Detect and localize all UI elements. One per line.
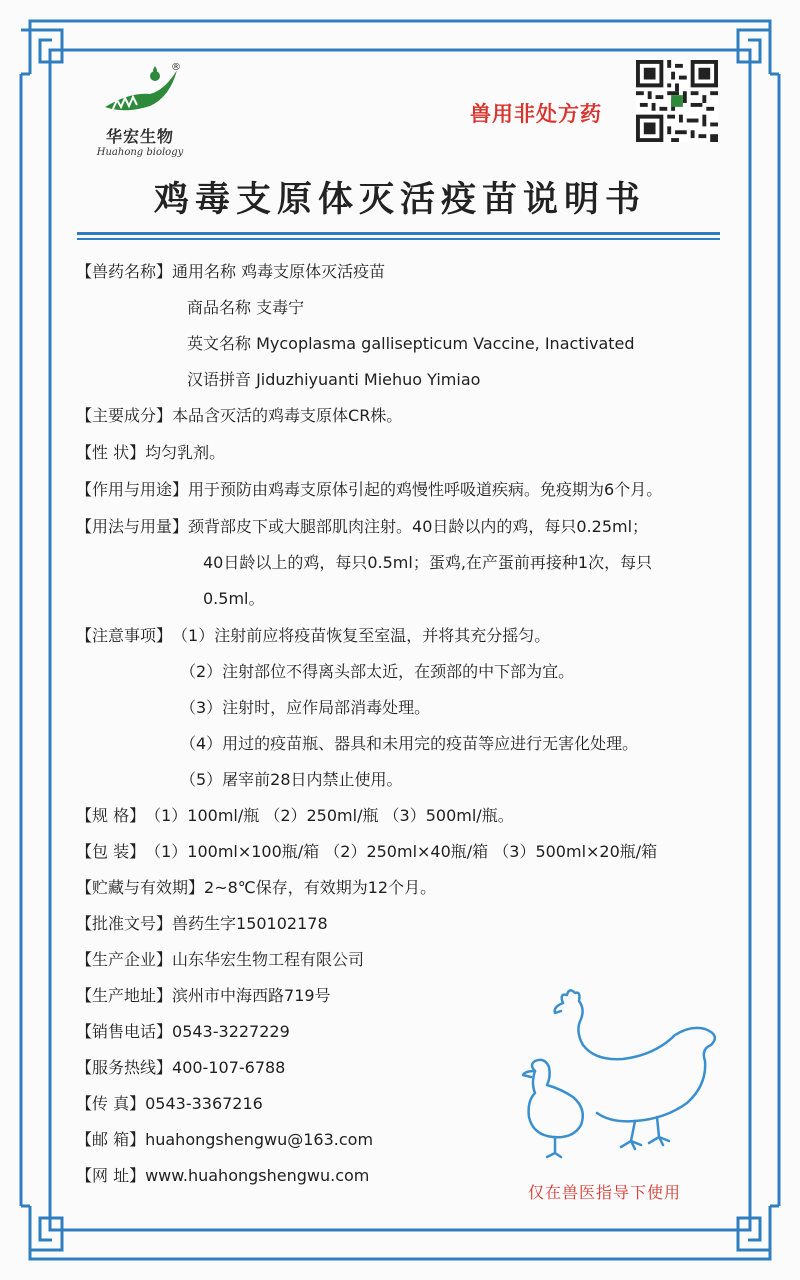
web-label: 【网 址】 bbox=[76, 1166, 146, 1185]
document-title: 鸡毒支原体灭活疫苗说明书 bbox=[153, 180, 646, 220]
fax-value: 0543-3367216 bbox=[145, 1094, 263, 1113]
appearance-label: 【性 状】 bbox=[76, 443, 146, 462]
pinyin-name: 汉语拼音 Jiduzhiyuanti Miehuo Yimiao bbox=[187, 370, 481, 389]
ingredients-label: 【主要成分】 bbox=[76, 406, 173, 425]
company-logo bbox=[95, 62, 195, 157]
notes-row bbox=[76, 626, 550, 646]
notes-label: 【注意事项】 bbox=[76, 626, 173, 645]
fax-label: 【传 真】 bbox=[76, 1094, 146, 1113]
address-label: 【生产地址】 bbox=[76, 986, 173, 1005]
spec-label: 【规 格】 bbox=[76, 806, 146, 825]
chickens-illustration bbox=[515, 985, 725, 1165]
note-5: （5）屠宰前28日内禁止使用。 bbox=[180, 770, 403, 789]
use-label: 【作用与用途】 bbox=[76, 480, 189, 499]
logo-text-en: Huahong biology bbox=[96, 147, 184, 158]
maker-value: 山东华宏生物工程有限公司 bbox=[172, 950, 365, 969]
address-value: 滨州市中海西路719号 bbox=[172, 986, 331, 1005]
storage-row bbox=[76, 878, 436, 898]
hotline-row bbox=[76, 1058, 285, 1078]
note-4: （4）用过的疫苗瓶、器具和未用完的疫苗等应进行无害化处理。 bbox=[180, 734, 639, 753]
sales-tel-label: 【销售电话】 bbox=[76, 1022, 173, 1041]
appearance-row bbox=[76, 443, 225, 463]
hotline-value: 400-107-6788 bbox=[172, 1058, 286, 1077]
english-name: 英文名称 Mycoplasma gallisepticum Vaccine, Inactivated bbox=[187, 334, 635, 353]
trade-name: 商品名称 支毒宁 bbox=[187, 298, 305, 317]
package-label: 【包 装】 bbox=[76, 842, 146, 861]
package-value: （1）100ml×100瓶/箱 （2）250ml×40瓶/箱 （3）500ml×20瓶/箱 bbox=[145, 842, 658, 861]
title-divider bbox=[77, 232, 720, 235]
approval-row bbox=[76, 914, 328, 934]
storage-label: 【贮藏与有效期】 bbox=[76, 878, 205, 897]
registered-mark: ® bbox=[171, 62, 181, 73]
storage-value: 2~8℃保存，有效期为12个月。 bbox=[204, 878, 437, 897]
approval-label: 【批准文号】 bbox=[76, 914, 173, 933]
dosage-line-1: 颈背部皮下或大腿部肌肉注射。40日龄以内的鸡，每只0.25ml； bbox=[188, 517, 649, 536]
note-2: （2）注射部位不得离头部太近，在颈部的中下部为宜。 bbox=[180, 662, 575, 681]
otc-label: 兽用非处方药 bbox=[470, 102, 602, 126]
dosage-line-3: 0.5ml。 bbox=[203, 589, 265, 608]
maker-label: 【生产企业】 bbox=[76, 950, 173, 969]
appearance-value: 均匀乳剂。 bbox=[145, 443, 226, 462]
address-row bbox=[76, 986, 331, 1006]
dosage-row bbox=[76, 517, 648, 537]
spec-row bbox=[76, 806, 514, 826]
vet-guidance-note: 仅在兽医指导下使用 bbox=[528, 1183, 682, 1202]
drug-name-row bbox=[76, 262, 385, 282]
email-value[interactable]: huahongshengwu@163.com bbox=[145, 1130, 374, 1149]
approval-value: 兽药生字150102178 bbox=[172, 914, 328, 933]
maker-row bbox=[76, 950, 364, 970]
qr-code[interactable] bbox=[636, 60, 718, 142]
ingredients-value: 本品含灭活的鸡毒支原体CR株。 bbox=[172, 406, 403, 425]
fax-row bbox=[76, 1094, 263, 1114]
spec-value: （1）100ml/瓶 （2）250ml/瓶 （3）500ml/瓶。 bbox=[145, 806, 514, 825]
generic-name: 通用名称 鸡毒支原体灭活疫苗 bbox=[172, 262, 386, 281]
dosage-line-2: 40日龄以上的鸡，每只0.5ml；蛋鸡,在产蛋前再接种1次，每只 bbox=[203, 553, 653, 572]
note-3: （3）注射时，应作局部消毒处理。 bbox=[180, 698, 431, 717]
web-row bbox=[76, 1166, 369, 1186]
logo-text-cn: 华宏生物 bbox=[105, 127, 174, 146]
sales-tel-value: 0543-3227229 bbox=[172, 1022, 290, 1041]
hotline-label: 【服务热线】 bbox=[76, 1058, 173, 1077]
package-row bbox=[76, 842, 657, 862]
use-row bbox=[76, 480, 662, 500]
ingredients-row bbox=[76, 406, 402, 426]
drug-name-label: 【兽药名称】 bbox=[76, 262, 173, 281]
note-1: （1）注射前应将疫苗恢复至室温，并将其充分摇匀。 bbox=[172, 626, 551, 645]
dosage-label: 【用法与用量】 bbox=[76, 517, 189, 536]
title-divider-thin bbox=[77, 238, 720, 240]
email-label: 【邮 箱】 bbox=[76, 1130, 146, 1149]
web-value[interactable]: www.huahongshengwu.com bbox=[145, 1166, 370, 1185]
use-value: 用于预防由鸡毒支原体引起的鸡慢性呼吸道疾病。免疫期为6个月。 bbox=[188, 480, 663, 499]
email-row bbox=[76, 1130, 373, 1150]
sales-tel-row bbox=[76, 1022, 290, 1042]
